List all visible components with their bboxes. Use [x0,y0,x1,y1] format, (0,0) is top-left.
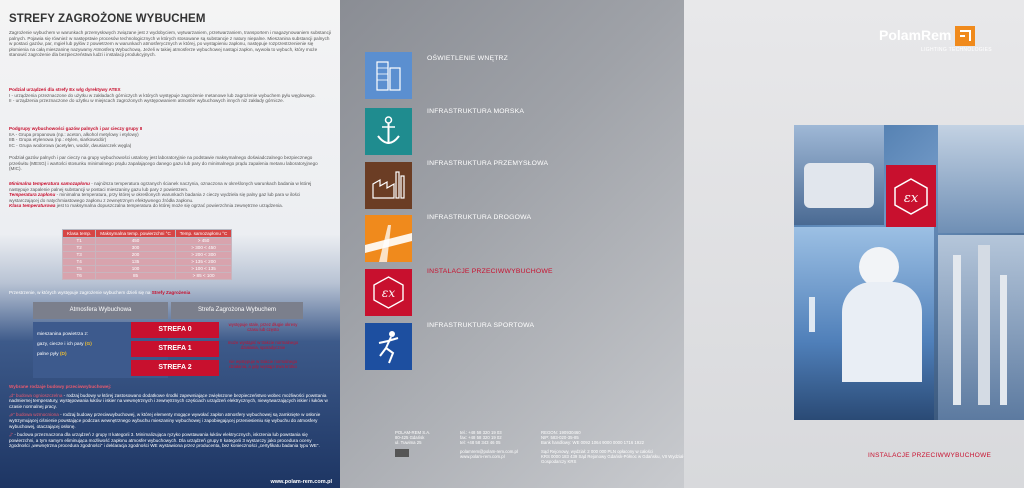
build-heading: Wybrane rodzaje budowy przeciwwybuchowej: [9,384,112,389]
brand-tagline: LIGHTING TECHNOLOGIES [921,47,992,53]
brand-logo-icon [955,26,975,46]
zone-0-desc: występuje stale, przez długie okresy czasu lub często [228,322,298,332]
flash-text: - minimalna temperatura, przy której w określonych warunkach badania z cieczy wydziela się palny gaz lub para w ilości wystarczającej do natychmiastowego zapłonu z zewnętrznym efektywnego źródła zapłonu. [9,192,301,203]
build-e-text: - rodzaj budowy przeciwwybuchowej, w której elementy mogące wywołać zapłon atmosfery wybuchowej są zamknięte w osłonie wytrzymującej ciśnienie powstające podczas wewnętrznego wybuchu mieszaniny wybuchowej i zapobiegającej przeniesieniu się wybuchu do atmosfery wybuchowej, otaczającej osłonę. [9,412,321,429]
contact-email[interactable]: polamrem@polam-rem.com.pl [460,449,518,454]
contact-city: ul. Tuwima 25 [395,440,422,445]
mix-label: mieszanina powietrza z: [37,332,89,337]
contact-krs-1: Sąd Rejonowy, wydział: 2 000 000 PLN opłacony w całości [541,449,653,454]
factory-icon [365,162,412,209]
tile-industrial-infrastructure[interactable] [365,162,412,209]
table-cell: 100 [96,266,176,273]
left-panel [0,0,340,488]
table-cell: T4 [63,259,96,266]
table-header: Maksymalna temp. powierzchni °C [96,230,176,238]
table-cell: > 450 [175,238,232,245]
mix-gas-tag: (G) [84,342,92,347]
temperature-table [62,229,232,280]
tile-sports-infrastructure[interactable] [365,323,412,370]
category-marine-infrastructure[interactable]: INFRASTRUKTURA MORSKA [427,108,525,115]
category-road-infrastructure[interactable]: INFRASTRUKTURA DROGOWA [427,214,532,221]
ex-badge [886,165,936,227]
table-header: Temp. samozapłonu °C [175,230,232,238]
min-temp-label: Minimalna temperatura samozapłonu [9,181,90,186]
worker-head [859,247,899,287]
photo-tanks [794,125,884,225]
mix-dust-tag: (D) [59,352,67,357]
atex-section [9,87,331,104]
zones-intro-link: Strefy Zagrożenia [151,290,191,295]
contact-bank: Bank handlowy: WE 0092 1064 9000 0000 1716 1922 [541,440,644,445]
table-header-row [63,230,232,238]
column-2 [978,245,990,405]
ex-hexagon-icon [365,269,412,316]
zones-header-zone: Strefa Zagrożona Wybuchem [171,302,303,319]
table-cell: 450 [96,238,176,245]
atex-i: I - urządzenia przeznaczone do użytku w zakładach górniczych w których występuje zagrożenie metanowe lub zagrożenie wybuchem pyłu węglowego. [9,92,316,98]
mix-dust-text: palne pyły [37,352,60,357]
intro-paragraph: Zagrożenie wybuchem w warunkach przemysłowych związane jest z wydobyciem, wytwarzaniem, przetwarzaniem, transportem i magazynowaniem substancji palnych. Pojawia się również w następstwie procesów technologicznych w których stosowane są substancje z natury niepalne. Mieszanina substancji palnych w postaci gazów, par, mgieł lub pyłów z powietrzem w warunkach atmosferycznych w której, po wystąpieniu zapłonu, następuje rozprzestrzenienie się płomienia na całą mieszaninę nazywamy Atmosferą Wybuchową. Jeżeli w takiej atmosferze wybuchowej nastąpi zapłon, wywoła to wybuch, który może stanowić zagrożenie dla bezpieczeństwa ludzi i instalacji produkcyjnych. [9,30,331,58]
class-text: jest to maksymalna dopuszczalna temperatura do której może się ogrzać powierzchnia zewnętrzne urządzenia. [55,203,283,209]
ex-hexagon-icon [886,165,936,227]
photo-lab-worker [794,227,934,420]
flask [809,297,815,332]
table-cell: 300 [96,245,176,252]
table-row [63,252,232,259]
brand-logo-text: PolamRem [879,27,952,43]
contact-krs [541,449,684,464]
footer-url[interactable]: www.polam-rem.com.pl [270,479,332,485]
contact-web[interactable]: www.polam-rem.com.pl [460,454,505,459]
anchor-icon [365,108,412,155]
road-icon [365,215,412,262]
build-i-text: - budowa przeznaczona dla urządzeń z grupy II kategorii 3. Minimalizująca ryzyko powstawania łuków elektrycznych, iskrzenia lub powstania się powierzchni, a tym samym eliminująca możliwość zapłonu atmosfer wybuchowych. Dla urządzeń grupy II kategorii 3 wystarczy jako procedura oceny zgodności „wewnętrzna procedura zgodności” i deklaracja zgodności WE wystawiona przez producenta, bez konieczności „certyfikatu badania typu WE”. [9,432,320,449]
zone-1-desc: może wystąpić w trakcie normalnego działania, sporadycznie [227,340,299,350]
worker-body [842,282,922,382]
right-panel [684,0,1024,488]
table-row [63,266,232,273]
contact-tel2: tel: +48 58 343 46 05 [460,440,501,445]
build-i-label: „i” [9,432,14,438]
flash-label: Temperatura zapłonu [9,192,56,198]
group-b: IIB - Grupa etylenowa (np.: etylen, siarkowodór) [9,137,107,143]
zone-2-desc: nie występuje w trakcie normalnego działania, a gdy wystąpi trwa krótko [228,359,298,369]
table-cell: T1 [63,238,96,245]
table-cell: 135 [96,259,176,266]
category-explosion-proof[interactable]: INSTALACJE PRZECIWWYBUCHOWE [427,268,553,275]
groups-section [9,126,331,148]
zones-intro [9,290,331,296]
column-3 [1000,275,1007,405]
table-row [63,259,232,266]
table-cell: > 300 < 450 [175,245,232,252]
mix-gas-text: gazy, ciecze i ich pary [37,342,85,347]
category-interior-lighting[interactable]: OŚWIETLENIE WNĘTRZ [427,55,509,62]
table-row [63,238,232,245]
contact-online [460,449,540,459]
ex-symbol: εx [903,191,919,206]
build-e [9,412,331,429]
table-cell: > 100 < 135 [175,266,232,273]
atex-ii: II - urządzenia przeznaczone do użytku w miejscach zagrożonych występowaniem atmosfer wybuchowych innych niż zakłady górnicze. [9,98,284,104]
class-label: Klasa temperaturowa [9,203,56,209]
build-d [9,393,331,410]
table-cell: > 135 < 200 [175,259,232,266]
zones-intro-text: Przestrzenie, w których występuje zagrożenie wybuchem dzieli się na [9,290,152,295]
column-1 [953,255,961,405]
table-cell: > 200 < 300 [175,252,232,259]
tile-interior-lighting[interactable] [365,52,412,99]
build-section [9,384,331,449]
zone-1-badge: STREFA 1 [131,341,219,357]
tank-shape [804,163,874,208]
table-cell: T3 [63,252,96,259]
group-c: IIC - Grupa wodorowa (acetylen, wodór, dwusiarczek węgla) [9,142,132,148]
table-cell: 200 [96,252,176,259]
min-temp-text: - najniższa temperatura ogrzanych ścianek naczynia, oznaczona w określonych warunkach badania w której następuje zapalenie palnej substancji w postaci mieszaniny gazu lub pary z powietrzem. [9,181,312,192]
atex-heading: Podział urządzeń dla strefy Ex w/g dyrektywy ATEX [9,87,121,92]
zones-header-atmosphere: Atmosfera Wybuchowa [33,302,168,319]
contact-company: POLAM-REM S.A. [395,430,431,435]
contact-tel: tel.: +48 58 320 19 03 [460,430,502,435]
cover-subtitle: INSTALACJE PRZECIWWYBUCHOWE [868,452,992,459]
photo-pipes [938,125,1024,233]
building-icon [365,52,412,99]
contact-krs-2: KRS 0000 183 439 Sąd Rejonowy Gdańsk-Północ w Gdańsku, VII Wydział Gospodarczy KRS [541,454,684,464]
build-e-label: „e” budowa wzmocniona [9,412,59,418]
contact-nip: NIP: 583-020-35-85 [541,435,579,440]
build-i [9,432,331,449]
build-d-text: - rodzaj budowy w której zastosowano dodatkowe środki zapewniające zwiększone bezpieczeństwo wobec możliwości powstania nadmiernej temperatury, występowania łuków i iskier na wewnętrznych i zewnętrznych częściach urządzeń elektrycznych, niewytwarzających iskier i łuków w czasie normalnej pracy. [9,392,328,409]
table-cell: T5 [63,266,96,273]
tile-marine-infrastructure[interactable] [365,108,412,155]
table-row [63,273,232,280]
contact-phones [460,430,535,445]
table-header: Klasa temp. [63,230,96,238]
svg-text:εx: εx [381,286,396,300]
category-sports-infrastructure[interactable]: INFRASTRUKTURA SPORTOWA [427,322,535,329]
category-industrial-infrastructure[interactable]: INFRASTRUKTURA PRZEMYSŁOWA [427,160,549,167]
mesg-text: Podział gazów palnych i par cieczy na grupy wybuchowości ustalony jest laboratoryjnie na podstawie maksymalnego doświadczalnego bezpiecznego prześwitu (MESG) i wartości stosunku minimalnego prądu zapalającego danego gazu lub pary do minimalnego prądu zapalenia metanu laboratoryjnego (MIC). [9,155,318,172]
table-cell: T6 [63,273,96,280]
tile-explosion-proof[interactable] [365,269,412,316]
groups-heading: Podgrupy wybuchowości gazów palnych i par cieczy grupy II [9,126,143,131]
table-cell: 85 [96,273,176,280]
contact-regon: REGON: 190930460 [541,430,581,435]
intro-text [9,30,331,58]
tile-road-infrastructure[interactable] [365,215,412,262]
contact-fax: fax: +48 58 320 19 02 [460,435,502,440]
group-a: IIA - Grupa propanowa (np.: aceton, alkohol metylowy i etylowy) [9,131,139,137]
page-title: STREFY ZAGROŻONE WYBUCHEM [9,13,206,25]
contact-address [395,430,450,445]
definitions [9,181,331,209]
contact-street: 80-425 Gdańsk [395,435,425,440]
table-cell: T2 [63,245,96,252]
zone-2-badge: STREFA 2 [131,360,219,376]
middle-panel [340,0,684,488]
company-small-logo [395,449,409,457]
table-cell: > 85 < 100 [175,273,232,280]
build-d-label: „d” budowa ognioszczelna [9,392,63,398]
athlete-icon [365,323,412,370]
photo-refinery [938,235,1024,420]
contact-registration [541,430,684,445]
table-row [63,245,232,252]
zone-0-badge: STREFA 0 [131,322,219,338]
photo-collage [794,125,1024,420]
